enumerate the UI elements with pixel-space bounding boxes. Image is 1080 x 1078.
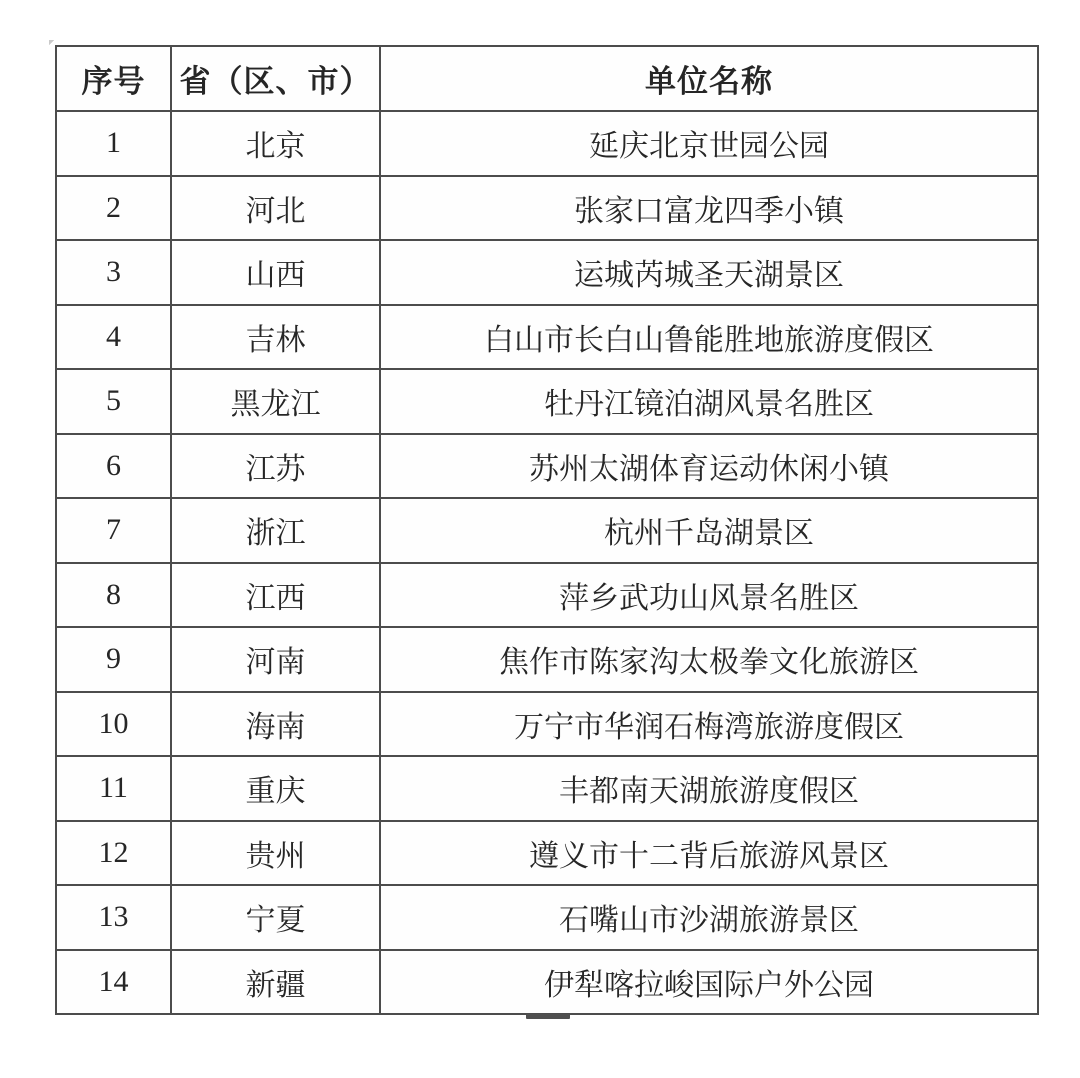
column-header-province: 省（区、市） — [171, 46, 380, 111]
table-row — [56, 627, 1038, 692]
table-row — [56, 240, 1038, 305]
cell-province: 浙江 — [171, 498, 380, 563]
cell-unit: 万宁市华润石梅湾旅游度假区 — [380, 692, 1038, 757]
cell-unit: 石嘴山市沙湖旅游景区 — [380, 885, 1038, 950]
cell-unit: 遵义市十二背后旅游风景区 — [380, 821, 1038, 886]
cell-index: 12 — [56, 821, 171, 886]
cell-province: 吉林 — [171, 305, 380, 370]
cell-index: 4 — [56, 305, 171, 370]
cell-province: 重庆 — [171, 756, 380, 821]
cell-index: 9 — [56, 627, 171, 692]
table-body — [56, 111, 1038, 1014]
table-row — [56, 563, 1038, 628]
cell-province: 江西 — [171, 563, 380, 628]
table-row — [56, 756, 1038, 821]
cell-unit: 张家口富龙四季小镇 — [380, 176, 1038, 241]
cell-province: 北京 — [171, 111, 380, 176]
cell-province: 新疆 — [171, 950, 380, 1015]
cell-index: 6 — [56, 434, 171, 499]
table-row — [56, 369, 1038, 434]
cell-index: 11 — [56, 756, 171, 821]
cell-unit: 伊犁喀拉峻国际户外公园 — [380, 950, 1038, 1015]
tourism-units-table — [55, 45, 1039, 1015]
cell-unit: 白山市长白山鲁能胜地旅游度假区 — [380, 305, 1038, 370]
column-header-index: 序号 — [56, 46, 171, 111]
cell-unit: 焦作市陈家沟太极拳文化旅游区 — [380, 627, 1038, 692]
cell-unit: 萍乡武功山风景名胜区 — [380, 563, 1038, 628]
cell-index: 3 — [56, 240, 171, 305]
cell-province: 河北 — [171, 176, 380, 241]
cell-index: 5 — [56, 369, 171, 434]
cell-province: 贵州 — [171, 821, 380, 886]
cell-index: 14 — [56, 950, 171, 1015]
table-row — [56, 434, 1038, 499]
cell-unit: 杭州千岛湖景区 — [380, 498, 1038, 563]
header-row — [56, 46, 1038, 111]
cell-unit: 苏州太湖体育运动休闲小镇 — [380, 434, 1038, 499]
cell-unit: 丰都南天湖旅游度假区 — [380, 756, 1038, 821]
cell-province: 山西 — [171, 240, 380, 305]
table-row — [56, 176, 1038, 241]
table-row — [56, 498, 1038, 563]
cell-index: 2 — [56, 176, 171, 241]
cell-index: 13 — [56, 885, 171, 950]
cell-unit: 牡丹江镜泊湖风景名胜区 — [380, 369, 1038, 434]
cell-province: 海南 — [171, 692, 380, 757]
cell-province: 黑龙江 — [171, 369, 380, 434]
cell-unit: 延庆北京世园公园 — [380, 111, 1038, 176]
table-row — [56, 950, 1038, 1015]
table-row — [56, 111, 1038, 176]
cell-index: 10 — [56, 692, 171, 757]
smudge-mark-artifact — [526, 1014, 570, 1019]
cell-unit: 运城芮城圣天湖景区 — [380, 240, 1038, 305]
cell-province: 宁夏 — [171, 885, 380, 950]
cell-index: 7 — [56, 498, 171, 563]
table-row — [56, 885, 1038, 950]
cell-index: 8 — [56, 563, 171, 628]
column-header-unit: 单位名称 — [380, 46, 1038, 111]
cell-province: 江苏 — [171, 434, 380, 499]
table-row — [56, 305, 1038, 370]
cell-province: 河南 — [171, 627, 380, 692]
table-row — [56, 821, 1038, 886]
table-row — [56, 692, 1038, 757]
table-header — [56, 46, 1038, 111]
cell-index: 1 — [56, 111, 171, 176]
